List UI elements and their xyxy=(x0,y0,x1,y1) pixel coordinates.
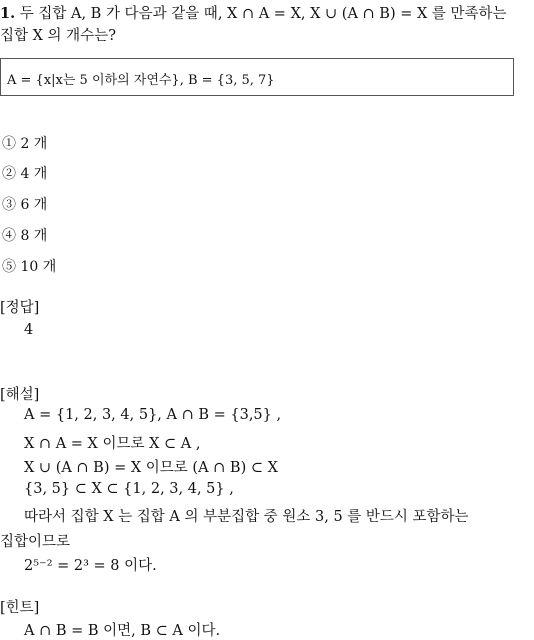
explanation-line-7: 2⁵⁻² = 2³ = 8 이다. xyxy=(24,558,157,574)
hint-line: A ∩ B = B 이면, B ⊂ A 이다. xyxy=(24,623,221,639)
choice-4[interactable]: ④ 8 개 xyxy=(2,228,48,244)
explanation-line-3: X ∪ (A ∩ B) = X 이므로 (A ∩ B) ⊂ X xyxy=(24,460,278,476)
explanation-line-1: A = {1, 2, 3, 4, 5}, A ∩ B = {3,5} , xyxy=(24,407,282,423)
choice-5[interactable]: ⑤ 10 개 xyxy=(2,259,57,275)
choice-1[interactable]: ① 2 개 xyxy=(2,136,48,152)
hint-heading: [힌트] xyxy=(0,600,40,616)
answer-value: 4 xyxy=(24,322,34,338)
choice-3[interactable]: ③ 6 개 xyxy=(2,197,48,213)
given-sets-text: A = {x|x는 5 이하의 자연수}, B = {3, 5, 7} xyxy=(7,73,275,88)
question-text-1: 두 집합 A, B 가 다음과 같을 때, X ∩ A = X, X ∪ (A ∩ B) = X 를 만족하는 xyxy=(19,6,507,22)
explanation-line-5: 따라서 집합 X 는 집합 A 의 부분집합 중 원소 3, 5 를 반드시 포함하는 xyxy=(24,509,469,525)
given-sets-box xyxy=(0,58,514,96)
choice-2[interactable]: ② 4 개 xyxy=(2,166,48,182)
explanation-line-2: X ∩ A = X 이므로 X ⊂ A , xyxy=(24,436,201,452)
explanation-line-6: 집합이므로 xyxy=(0,534,71,550)
question-number: 1. xyxy=(0,5,16,22)
question-line-1 xyxy=(0,2,507,23)
explanation-line-4: {3, 5} ⊂ X ⊂ {1, 2, 3, 4, 5} , xyxy=(24,481,234,497)
answer-heading: [정답] xyxy=(0,300,40,316)
explanation-heading: [해설] xyxy=(0,387,40,403)
question-line-2: 집합 X 의 개수는? xyxy=(0,28,116,44)
